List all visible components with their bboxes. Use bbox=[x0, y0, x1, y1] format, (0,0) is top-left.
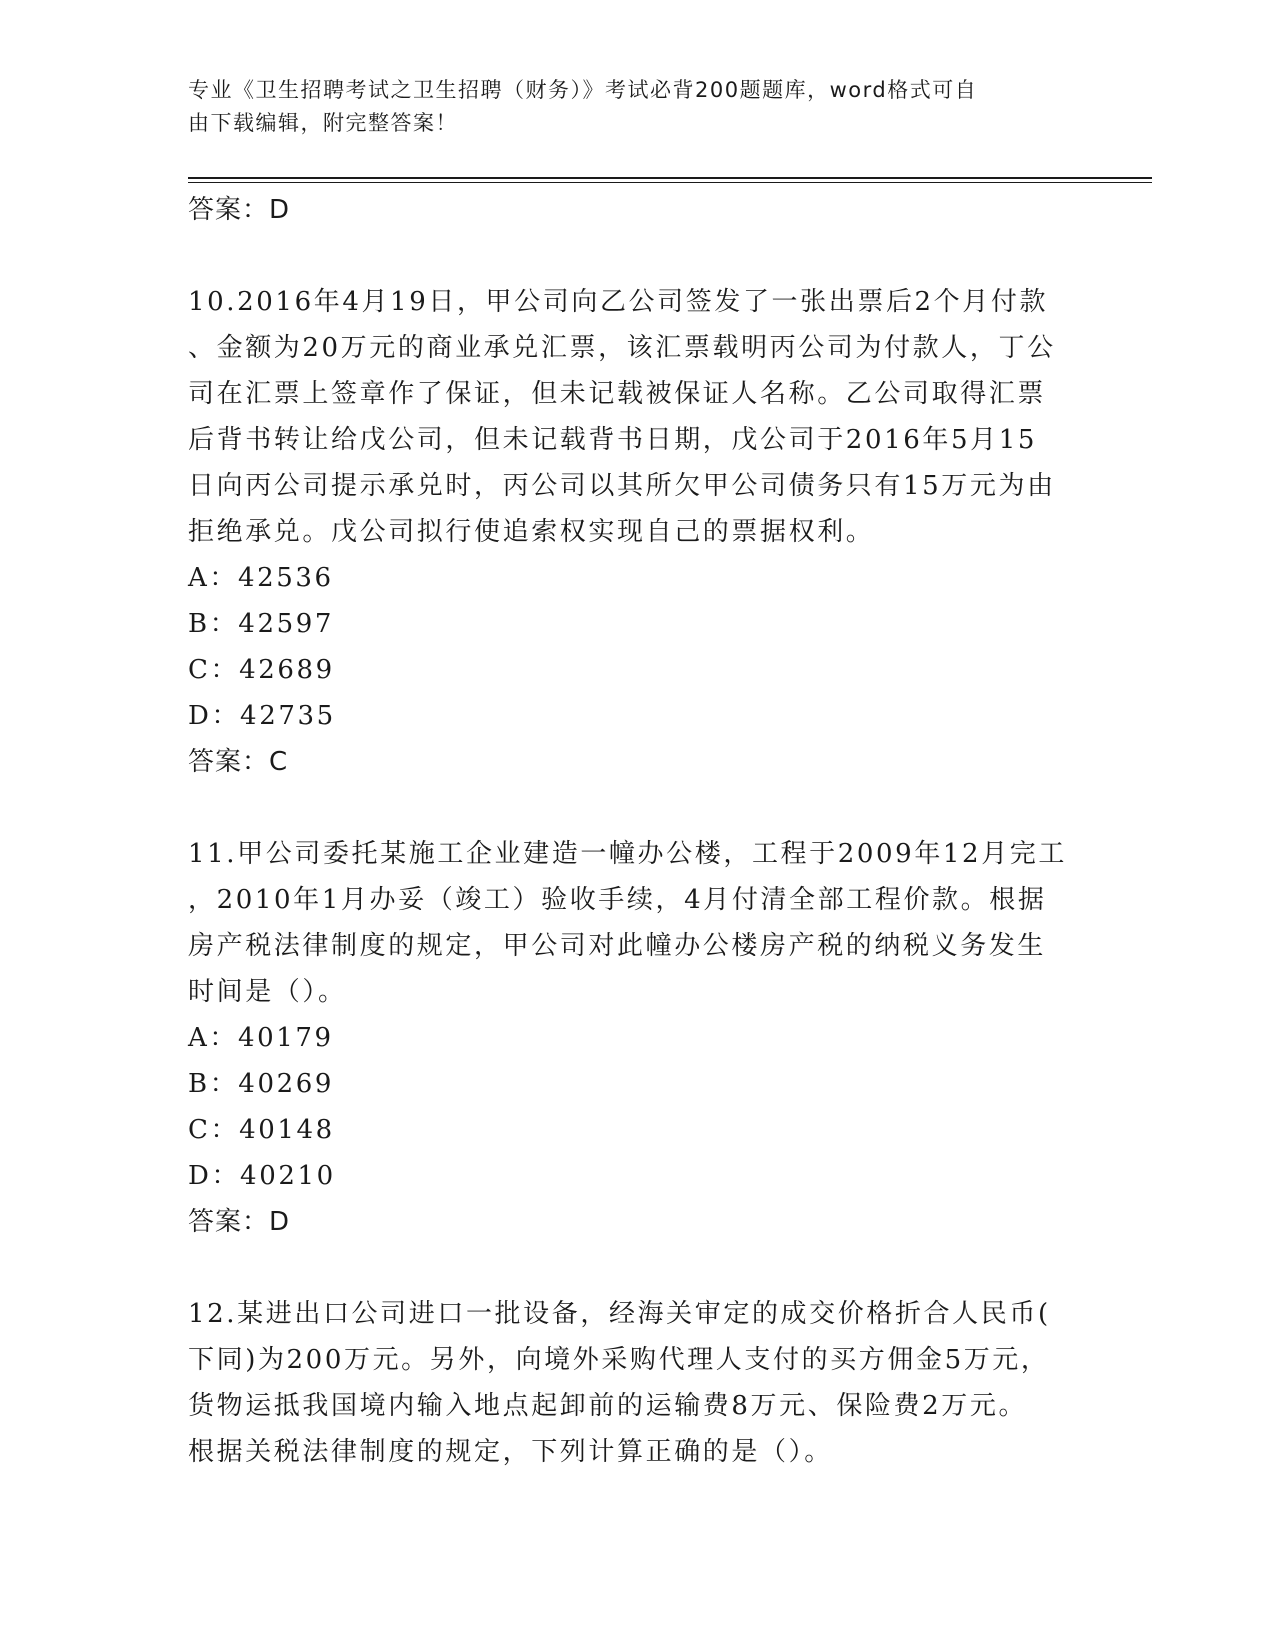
question-stem bbox=[188, 1291, 1088, 1475]
stem-line: 拒绝承兑。戊公司拟行使追索权实现自己的票据权利。 bbox=[188, 517, 875, 547]
stem-line: 司在汇票上签章作了保证，但未记载被保证人名称。乙公司取得汇票 bbox=[188, 379, 1047, 409]
option-b: B：40269 bbox=[188, 1069, 335, 1099]
answer: 答案：C bbox=[188, 747, 289, 777]
header-rule-thick bbox=[188, 177, 1152, 179]
answer: 答案：D bbox=[188, 1207, 291, 1237]
stem-line: 货物运抵我国境内输入地点起卸前的运输费8万元、保险费2万元。 bbox=[188, 1391, 1028, 1421]
stem-line: 10.2016年4月19日，甲公司向乙公司签发了一张出票后2个月付款 bbox=[188, 287, 1049, 317]
question-stem bbox=[188, 831, 1088, 1015]
option-c: C：42689 bbox=[188, 655, 335, 685]
stem-line: ，2010年1月办妥（竣工）验收手续，4月付清全部工程价款。根据 bbox=[188, 885, 1047, 915]
stem-line: 、金额为20万元的商业承兑汇票，该汇票载明丙公司为付款人，丁公 bbox=[188, 333, 1056, 363]
header-line-1: 专业《卫生招聘考试之卫生招聘（财务）》考试必背200题题库，word格式可自 bbox=[188, 78, 978, 102]
stem-line: 时间是（）。 bbox=[188, 977, 347, 1007]
stem-line: 下同)为200万元。另外，向境外采购代理人支付的买方佣金5万元， bbox=[188, 1345, 1050, 1375]
question-10 bbox=[188, 279, 1088, 785]
document-body bbox=[188, 187, 1088, 1475]
question-11 bbox=[188, 831, 1088, 1245]
stem-line: 根据关税法律制度的规定，下列计算正确的是（）。 bbox=[188, 1437, 833, 1467]
answer-previous: 答案：D bbox=[188, 195, 291, 225]
question-stem bbox=[188, 279, 1088, 555]
option-a: A：40179 bbox=[188, 1023, 334, 1053]
option-c: C：40148 bbox=[188, 1115, 335, 1145]
option-d: D：40210 bbox=[188, 1161, 336, 1191]
stem-line: 房产税法律制度的规定，甲公司对此幢办公楼房产税的纳税义务发生 bbox=[188, 931, 1047, 961]
document-header bbox=[188, 74, 1068, 140]
header-line-2: 由下载编辑，附完整答案！ bbox=[188, 111, 458, 135]
stem-line: 日向丙公司提示承兑时，丙公司以其所欠甲公司债务只有15万元为由 bbox=[188, 471, 1056, 501]
option-b: B：42597 bbox=[188, 609, 335, 639]
option-a: A：42536 bbox=[188, 563, 334, 593]
question-12 bbox=[188, 1291, 1088, 1475]
stem-line: 11.甲公司委托某施工企业建造一幢办公楼，工程于2009年12月完工 bbox=[188, 839, 1068, 869]
stem-line: 后背书转让给戊公司，但未记载背书日期，戊公司于2016年5月15 bbox=[188, 425, 1037, 455]
header-rule-thin bbox=[188, 182, 1152, 183]
stem-line: 12.某进出口公司进口一批设备，经海关审定的成交价格折合人民币( bbox=[188, 1299, 1051, 1329]
option-d: D：42735 bbox=[188, 701, 336, 731]
